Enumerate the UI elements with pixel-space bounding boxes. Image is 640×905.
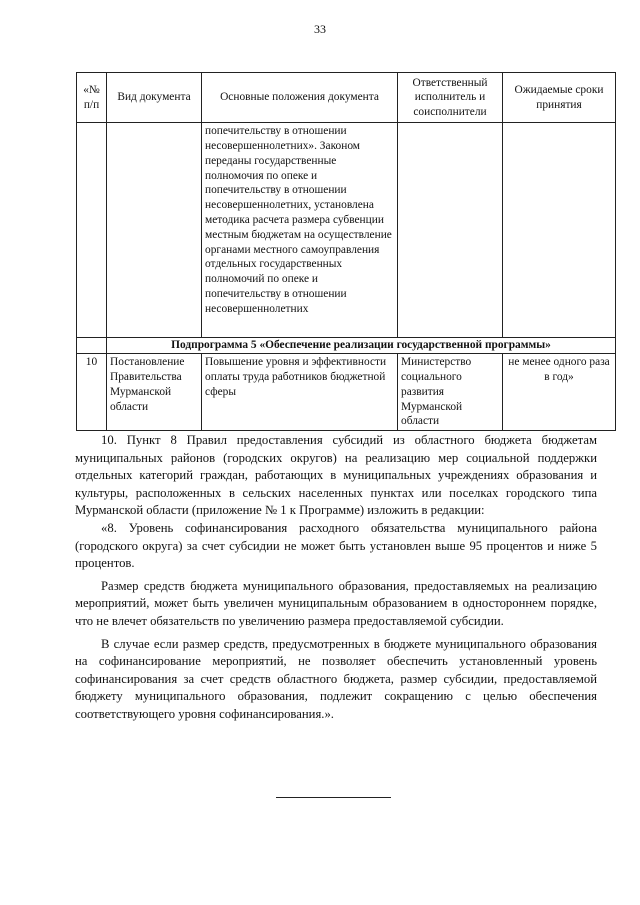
row-num: 10 — [77, 354, 107, 431]
paragraph-3: Размер средств бюджета муниципального образования, предоставляемых на реализацию мероприятий, может быть увеличен муниципальным образованием в одностороннем порядке, что не влечет обязательств по увеличению размера предоставляемой субсидии. — [75, 578, 597, 628]
header-doc-type: Вид документа — [107, 73, 202, 123]
paragraph-4: В случае если размер средств, предусмотренных в бюджете муниципального образования на софинансирование мероприятий, не позволяет обеспечить установленный уровень софинансирования за счет средств областного бюджета, размер субсидии, предоставляемой бюджету муниципального образования, подлежит сокращению с целью обеспечения соответствующего уровня софинансирования.». — [75, 636, 597, 721]
header-responsible: Ответственный исполнитель и соисполнители — [398, 73, 503, 123]
documents-table — [76, 72, 616, 431]
footer-divider — [276, 797, 391, 798]
cell-empty — [398, 123, 503, 338]
header-num: «№ п/п — [77, 73, 107, 123]
continuation-text: попечительству в отношении несовершеннолетних». Законом переданы государственные полномочия по опеке и попечительству в отношении несовершеннолетних, установлена методика расчета размера субвенции местным бюджетам на осуществление органами местного самоуправления отдельных государственных полномочий по опеке и попечительству в отношении несовершеннолетних — [202, 123, 398, 338]
cell-empty — [77, 123, 107, 338]
table-row-continuation — [77, 123, 616, 338]
row-main-points: Повышение уровня и эффективности оплаты труда работников бюджетной сферы — [202, 354, 398, 431]
table-header-row — [77, 73, 616, 123]
subprogram-title: Подпрограмма 5 «Обеспечение реализации государственной программы» — [107, 338, 616, 354]
header-main-points: Основные положения документа — [202, 73, 398, 123]
row-responsible: Министерство социального развития Мурманской области — [398, 354, 503, 431]
cell-empty — [77, 338, 107, 354]
subprogram-row — [77, 338, 616, 354]
paragraph-2: «8. Уровень софинансирования расходного обязательства муниципального района (городского округа) за счет субсидии не может быть установлен выше 95 процентов и ниже 5 процентов. — [75, 520, 597, 571]
row-deadline: не менее одного раза в год» — [503, 354, 616, 431]
paragraph-1: 10. Пункт 8 Правил предоставления субсидий из областного бюджета бюджетам муниципальных районов (городских округов) на реализацию мер социальной поддержки отдельных категорий граждан, работающих в муниципальных учреждениях образования и культуры, расположенных в сельских населенных пунктах или поселках городского типа Мурманской области (приложение № 1 к Программе) изложить в редакции: — [75, 433, 597, 518]
header-deadline: Ожидаемые сроки принятия — [503, 73, 616, 123]
page-number: 33 — [314, 22, 326, 36]
row-doc-type: Постановление Правительства Мурманской области — [107, 354, 202, 431]
table-row — [77, 354, 616, 431]
cell-empty — [503, 123, 616, 338]
cell-empty — [107, 123, 202, 338]
body-text — [75, 432, 597, 729]
